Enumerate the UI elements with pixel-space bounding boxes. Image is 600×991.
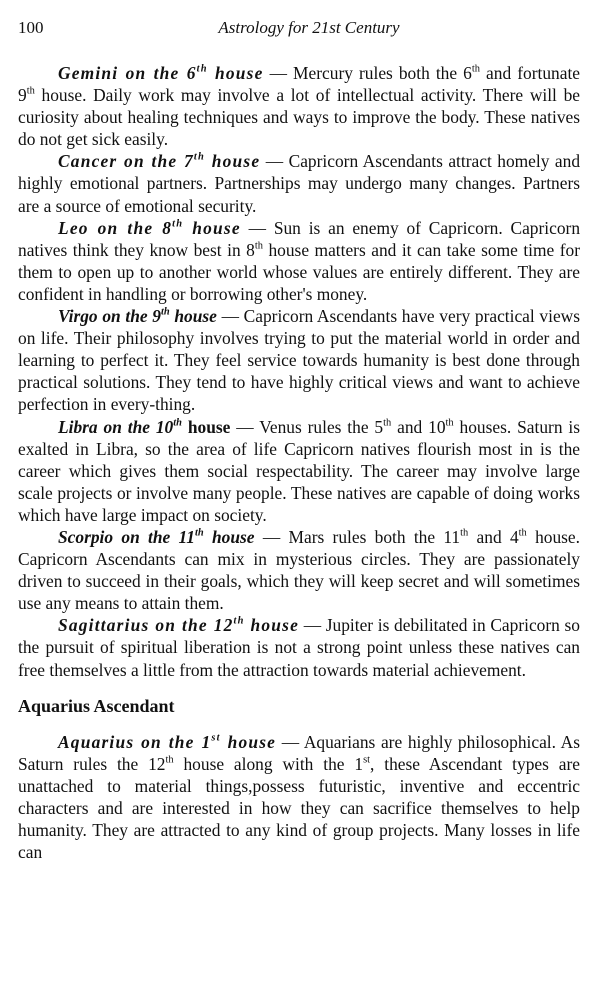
section-heading: Aquarius Ascendant — [18, 695, 175, 716]
paragraph-lead: Libra on the 10th house — [58, 416, 231, 437]
paragraph-gemini-6th-house: Gemini on the 6th house — Mercury rules both the 6th and fortunate 9th house. Daily work may involve a lot of intellectual activity. There will be curiosity about healing techniques and ways to improve the body. These natives do not get sick easily. — [18, 63, 580, 150]
paragraph-lead: Leo on the 8th house — [58, 217, 241, 238]
paragraph-libra-10th-house: Libra on the 10th house — Venus rules the 5th and 10th houses. Saturn is exalted in Libra, so the area of life Capricorn natives flourish most in is the career which gives them social respectability. The career may involve large scale projects or involve many people. These natives are capable of doing works which have large impact on society. — [18, 416, 580, 525]
paragraph-lead: Cancer on the 7th house — [58, 151, 261, 172]
running-title: Astrology for 21st Century — [218, 18, 400, 37]
paragraph-lead: Aquarius on the 1st house — [58, 731, 277, 752]
paragraph-lead: Sagittarius on the 12th house — [58, 615, 300, 636]
page-header — [18, 18, 580, 44]
paragraph-virgo-9th-house: Virgo on the 9th house — Capricorn Ascendants have very practical views on life. Their philosophy involves trying to put the material world in order and learning to perfect it. They feel service towards humanity is best done through practical solutions. They tend to have highly critical views and want to achieve perfection in every-thing. — [18, 306, 580, 415]
page-body — [18, 62, 580, 863]
page-number: 100 — [18, 18, 44, 37]
paragraph-cancer-7th-house: Cancer on the 7th house — Capricorn Ascendants attract homely and highly emotional partners. Partnerships may undergo many changes. Partners are a source of emotional security. — [18, 151, 581, 216]
paragraph-sagittarius-12th-house: Sagittarius on the 12th house — Jupiter is debilitated in Capricorn so the pursuit of spiritual liberation is not a strong point unless these natives can free themselves a little from the attraction towards material achievement. — [18, 615, 580, 680]
paragraph-leo-8th-house: Leo on the 8th house — Sun is an enemy of Capricorn. Capricorn natives think they know best in 8th house matters and it can take some time for them to open up to another world whose values are entirely different. They are confident in handling or borrowing other's money. — [18, 217, 581, 304]
paragraph-aquarius-1st-house: Aquarius on the 1st house — Aquarians are highly philosophical. As Saturn rules the 12th house along with the 1st, these Ascendant types are unattached to material things,possess futuristic, inventive and eccentric characters and are interested in how they can sacrifice themselves to help humanity. They are attracted to any kind of group projects. Many losses in life can — [18, 731, 580, 863]
paragraph-lead: Gemini on the 6th house — [58, 63, 264, 83]
paragraph-lead: Virgo on the 9th house — [58, 306, 217, 327]
paragraph-lead: Scorpio on the 11th house — [58, 526, 255, 547]
paragraph-scorpio-11th-house: Scorpio on the 11th house — Mars rules both the 11th and 4th house. Capricorn Ascendants can mix in mysterious circles. They are passionately driven to succeed in their goals, which they will keep secret and will sometimes use any means to attain them. — [18, 526, 580, 614]
